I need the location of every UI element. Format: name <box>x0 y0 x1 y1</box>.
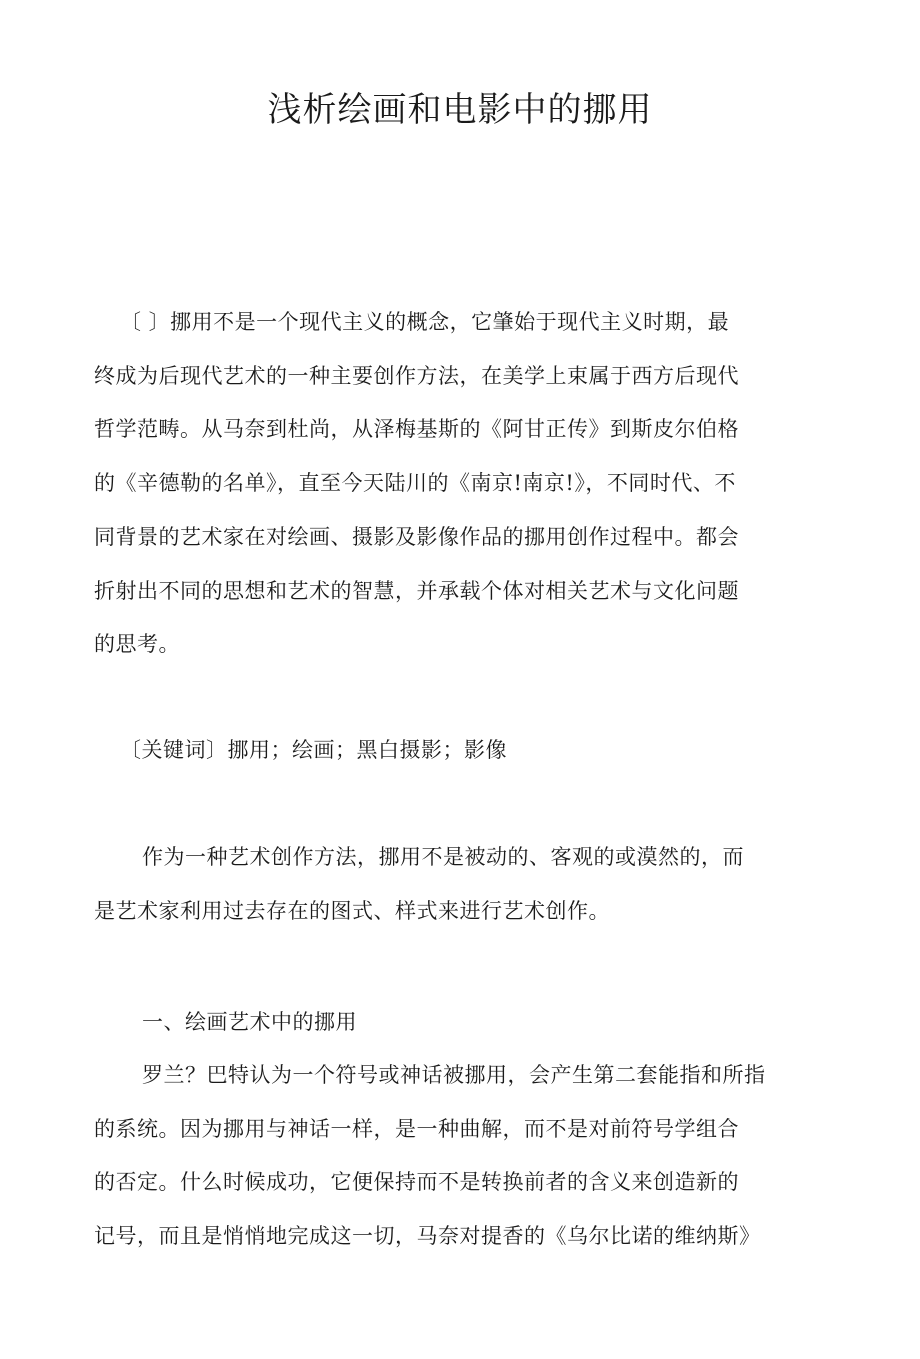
abstract-line: 的思考。 <box>94 632 180 657</box>
intro-line: 是艺术家利用过去存在的图式、样式来进行艺术创作。 <box>94 898 610 923</box>
abstract-line: 的《辛德勒的名单》，直至今天陆川的《南京!南京!》，不同时代、不 <box>94 471 736 496</box>
body-line: 罗兰？巴特认为一个符号或神话被挪用，会产生第二套能指和所指 <box>142 1063 766 1087</box>
intro-paragraph <box>94 831 794 938</box>
abstract-paragraph <box>94 296 794 672</box>
keywords-paragraph <box>94 724 794 778</box>
abstract-line: 同背景的艺术家在对绘画、摄影及影像作品的挪用创作过程中。都会 <box>94 524 739 549</box>
keywords-line: 〔关键词〕挪用；绘画；黑白摄影；影像 <box>120 738 507 762</box>
body-line: 的否定。什么时候成功，它便保持而不是转换前者的含义来创造新的 <box>94 1170 739 1195</box>
body-line: 的系统。因为挪用与神话一样，是一种曲解，而不是对前符号学组合 <box>94 1116 739 1141</box>
abstract-line: 〔 〕挪用不是一个现代主义的概念，它肇始于现代主义时期，最 <box>120 310 730 334</box>
intro-line: 作为一种艺术创作方法，挪用不是被动的、客观的或漠然的，而 <box>142 845 744 869</box>
abstract-line: 哲学范畴。从马奈到杜尚，从泽梅基斯的《阿甘正传》到斯皮尔伯格 <box>94 417 739 442</box>
body-paragraph <box>94 1049 794 1264</box>
section-heading <box>94 996 794 1050</box>
document-title: 浅析绘画和电影中的挪用 <box>267 90 653 130</box>
body-line: 记号，而且是悄悄地完成这一切，马奈对提香的《乌尔比诺的维纳斯》 <box>94 1224 761 1249</box>
abstract-line: 折射出不同的思想和艺术的智慧，并承载个体对相关艺术与文化问题 <box>94 578 739 603</box>
abstract-line: 终成为后现代艺术的一种主要创作方法，在美学上束属于西方后现代 <box>94 363 739 388</box>
section-heading-text: 一、绘画艺术中的挪用 <box>142 1010 357 1034</box>
